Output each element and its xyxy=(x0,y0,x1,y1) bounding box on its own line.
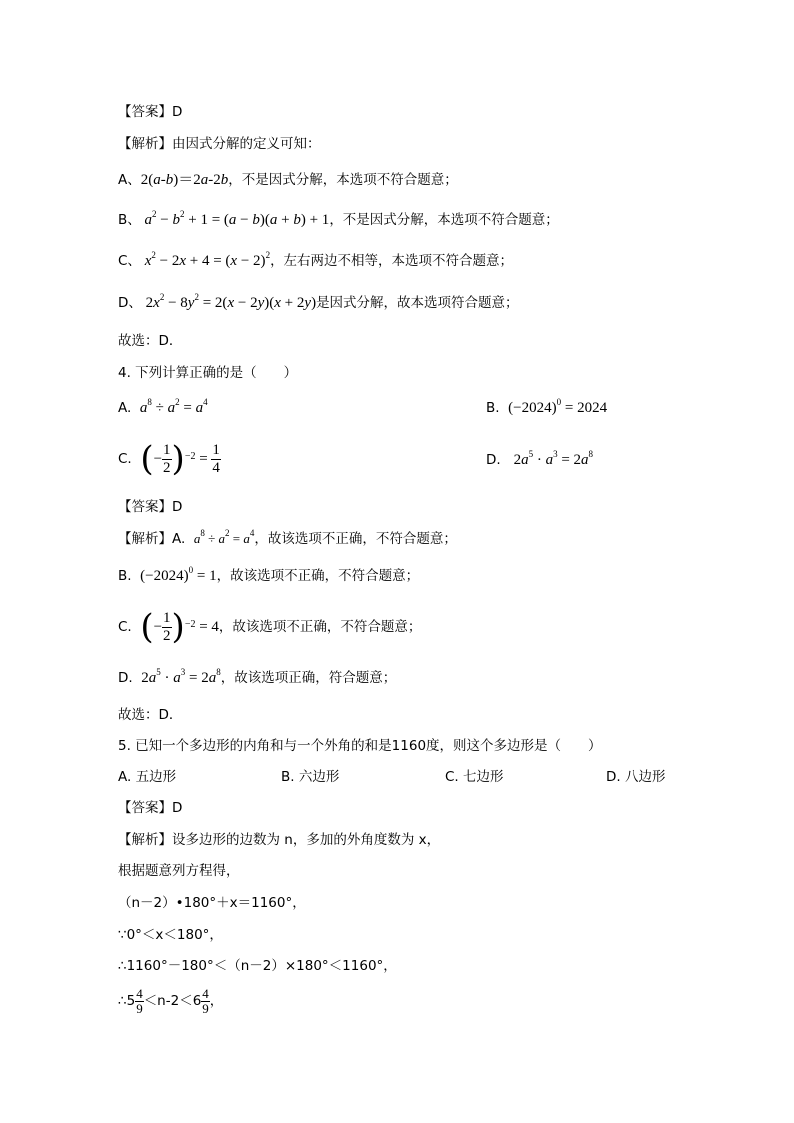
q3-option-d-analysis xyxy=(118,293,519,313)
q4-sol-b-tail: ，故该选项不正确，不符合题意； xyxy=(216,568,420,584)
q3-option-b-analysis xyxy=(118,210,559,230)
q3-a-math: 2(a-b)＝2a-2b xyxy=(140,172,229,188)
q4-sol-d-label: D. xyxy=(118,670,133,686)
q5-equation-4 xyxy=(118,983,223,1019)
q4-sol-d-math: $2a^5 \cdot a^3 = 2a^8$ xyxy=(141,667,221,686)
q4-option-d-math: $2a^5 \cdot a^3 = 2a^8$ xyxy=(513,449,594,468)
q4-sol-a-label: 【解析】A. xyxy=(118,531,186,547)
q5-option-c: C. 七边形 xyxy=(445,769,504,785)
q4-sol-c-frac: $\frac{1}{2}$ xyxy=(163,609,171,644)
q5-option-d: D. 八边形 xyxy=(606,769,666,785)
q4-option-c-result: $\frac{1}{4}$ xyxy=(212,441,220,476)
q4-option-c-frac: $\frac{1}{2}$ xyxy=(163,441,171,476)
q3-b-label: B、 xyxy=(118,212,141,228)
q4-option-d xyxy=(486,450,593,470)
q4-option-c: C. (− $\frac{1}{2}$ )−2 = $\frac{1}{4}$ xyxy=(118,439,220,479)
q3-answer: 【答案】D xyxy=(118,104,183,120)
q4-solution-a xyxy=(118,529,457,549)
q5-option-b: B. 六边形 xyxy=(281,769,340,785)
q5-eq4-frac-1: $\frac{4}{9}$ xyxy=(136,985,143,1016)
q4-sol-b-label: B. xyxy=(118,568,132,584)
q5-equation-3: ∴1160°－180°＜（n－2）×180°＜1160°， xyxy=(118,958,397,974)
q3-d-tail: 是因式分解，故本选项符合题意； xyxy=(316,295,519,311)
q4-option-b xyxy=(486,398,607,418)
q4-solution-d xyxy=(118,668,396,688)
q3-d-math: $2x^2 - 8y^2 = 2(x - 2y)(x + 2y)$ xyxy=(141,292,317,311)
q5-analysis-intro: 【解析】设多边形的边数为 n，多加的外角度数为 x， xyxy=(118,832,441,848)
q4-sol-d-tail: ，故该选项正确，符合题意； xyxy=(220,670,397,686)
q5-equation-1: （n－2）•180°＋x＝1160°， xyxy=(118,895,306,911)
q5-equation-2: ∵0°＜x＜180°， xyxy=(118,927,223,943)
q4-sol-a-math: $a^8 \div a^2 = a^4$ xyxy=(193,528,255,546)
q5-eq4-suffix: ， xyxy=(209,993,224,1009)
q4-solution-c: C. (− $\frac{1}{2}$ )−2 = 4，故该选项不正确，不符合题意； xyxy=(118,607,422,647)
q4-answer: 【答案】D xyxy=(118,499,183,515)
q4-solution-b xyxy=(118,566,419,586)
q5-answer: 【答案】D xyxy=(118,800,183,816)
q5-eq4-frac-2: $\frac{4}{9}$ xyxy=(202,985,209,1016)
q4-option-c-label: C. xyxy=(118,451,132,467)
q4-sol-a-tail: ，故该选项不正确，不符合题意； xyxy=(254,531,457,547)
q3-conclusion: 故选：D． xyxy=(118,333,183,349)
q3-option-a-analysis xyxy=(118,170,458,190)
q5-option-a: A. 五边形 xyxy=(118,769,177,785)
q4-sol-c-label: C. xyxy=(118,619,132,635)
q5-eq4-prefix: ∴5 xyxy=(118,993,136,1009)
q4-stem: 4. 下列计算正确的是（ ） xyxy=(118,365,298,381)
q3-c-tail: ，左右两边不相等，本选项不符合题意； xyxy=(270,253,514,269)
q4-option-d-label: D. xyxy=(486,452,501,468)
q3-a-tail: ，不是因式分解，本选项不符合题意； xyxy=(228,172,458,188)
q3-b-math: $a^2 - b^2 + 1 = (a - b)(a + b) + 1$ xyxy=(144,209,330,228)
q4-option-b-math: $(-2024)^0 = 2024$ xyxy=(508,397,608,416)
q5-stem: 5. 已知一个多边形的内角和与一个外角的和是1160度，则这个多边形是（ ） xyxy=(118,738,602,754)
q4-option-b-label: B. xyxy=(486,400,500,416)
q4-option-a xyxy=(118,398,208,418)
q3-analysis-intro: 【解析】由因式分解的定义可知： xyxy=(118,136,321,152)
q4-option-a-label: A. xyxy=(118,400,132,416)
q3-d-label: D、 xyxy=(118,295,142,311)
q4-option-a-math: $a^8 \div a^2 = a^4$ xyxy=(139,397,208,416)
q3-a-label: A、 xyxy=(118,172,141,188)
q3-b-tail: ，不是因式分解，本选项不符合题意； xyxy=(329,212,559,228)
q3-option-c-analysis xyxy=(118,251,513,271)
q4-sol-c-tail: ，故该选项不正确，不符合题意； xyxy=(218,619,422,635)
q4-conclusion: 故选：D． xyxy=(118,707,183,723)
q5-equation-intro: 根据题意列方程得， xyxy=(118,863,240,879)
q3-c-math: $x^2 - 2x + 4 = (x - 2)^2$ xyxy=(144,250,271,269)
q4-sol-b-math: $(-2024)^0 = 1$ xyxy=(140,565,217,584)
q3-c-label: C、 xyxy=(118,253,141,269)
q5-eq4-mid: ＜n-2＜6 xyxy=(143,993,202,1009)
